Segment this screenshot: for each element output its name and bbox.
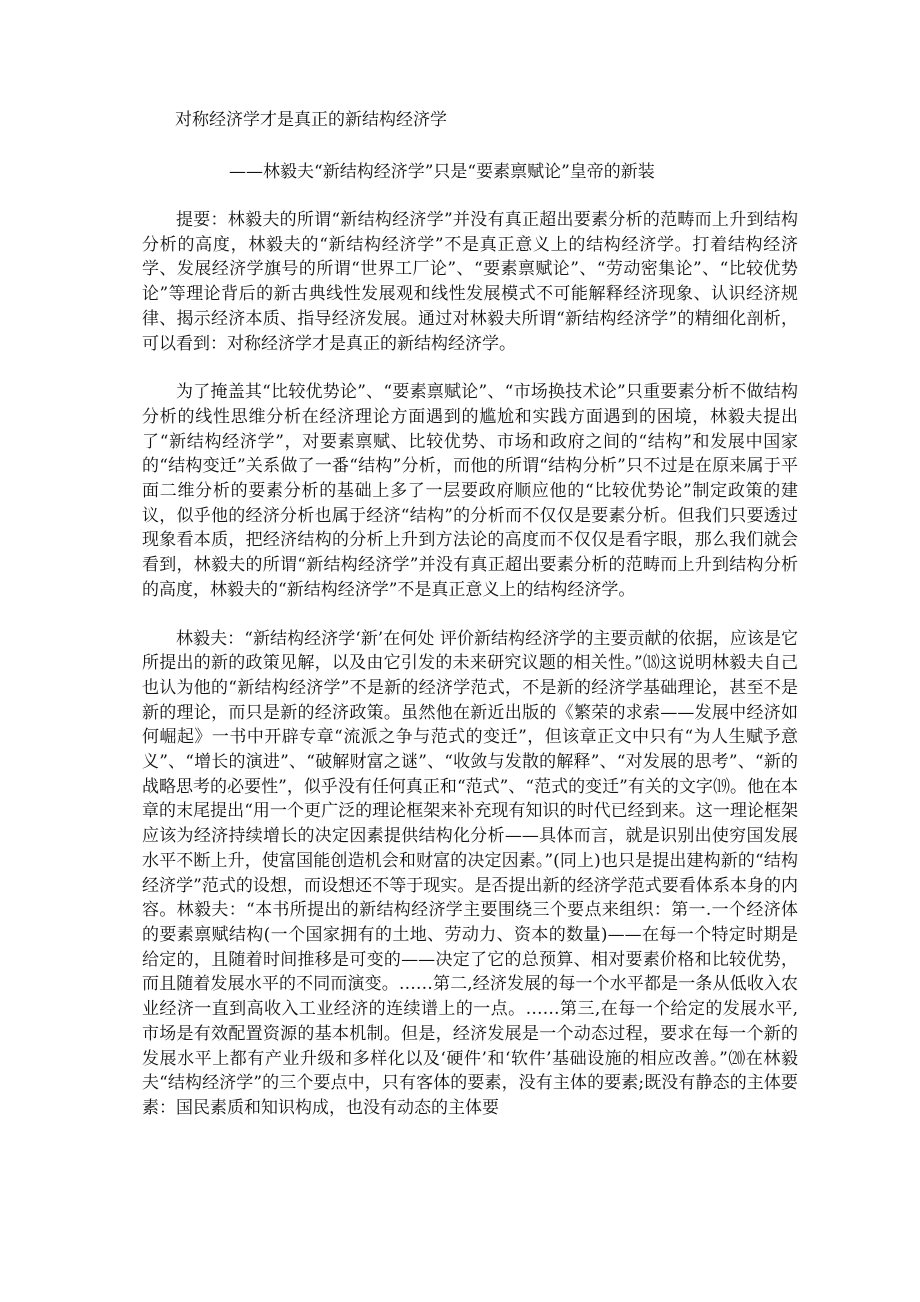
document-subtitle: ——林毅夫“新结构经济学”只是“要素禀赋论”皇帝的新装 bbox=[229, 162, 655, 182]
body-paragraph: 林毅夫：“新结构经济学‘新’在何处 评价新结构经济学的主要贡献的依据，应该是它所提出的新的政策见解，以及由它引发的未来研究议题的相关性。”⒅这说明林毅夫自己也认为他的“新结构经济学”不是新的经济学范式，不是新的经济学基础理论，甚至不是新的理论，而只是新的经济政策。虽然他在新近出版的《繁荣的求索——发展中经济如何崛起》一书中开辟专章“流派之争与范式的变迁”，但该章正文中只有“为人生赋予意义”、“增长的演进”、“破解财富之谜”、“收敛与发散的解释”、“对发展的思考”、“新的战略思考的必要性”，似乎没有任何真正和“范式”、“范式的变迁”有关的文字⒆。他在本章的末尾提出“用一个更广泛的理论框架来补充现有知识的时代已经到来。这一理论框架应该为经济持续增长的决定因素提供结构化分析——具体而言，就是识别出使穷国发展水平不断上升，使富国能创造机会和财富的决定因素。”(同上)也只是提出建构新的“结构经济学”范式的设想，而设想还不等于现实。是否提出新的经济学范式要看体系本身的内容。林毅夫：“本书所提出的新结构经济学主要围绕三个要点来组织：第一.一个经济体的要素禀赋结构(一个国家拥有的土地、劳动力、资本的数量)——在每一个特定时期是给定的，且随着时间推移是可变的——决定了它的总预算、相对要素价格和比较优势，而且随着发展水平的不同而演变。……第二,经济发展的每一个水平都是一条从低收入农业经济一直到高收入工业经济的连续谱上的一点。……第三,在每一个给定的发展水平,市场是有效配置资源的基本机制。但是，经济发展是一个动态过程，要求在每一个新的发展水平上都有产业升级和多样化以及‘硬件’和‘软件’基础设施的相应改善。”⒇在林毅夫“结构经济学”的三个要点中，只有客体的要素，没有主体的要素;既没有静态的主体要素：国民素质和知识构成，也没有动态的主体要 bbox=[142, 628, 798, 1118]
document-page bbox=[142, 108, 798, 1121]
body-paragraph: 为了掩盖其“比较优势论”、“要素禀赋论”、“市场换技术论”只重要素分析不做结构分析的线性思维分析在经济理论方面遇到的尴尬和实践方面遇到的困境，林毅夫提出了“新结构经济学”，对要素禀赋、比较优势、市场和政府之间的“结构”和发展中国家的“结构变迁”关系做了一番“结构”分析，而他的所谓“结构分析”只不过是在原来属于平面二维分析的要素分析的基础上多了一层要政府顺应他的“比较优势论”制定政策的建议，似乎他的经济分析也属于经济“结构”的分析而不仅仅是要素分析。但我们只要透过现象看本质，把经济结构的分析上升到方法论的高度而不仅仅是看字眼，那么我们就会看到，林毅夫的所谓“新结构经济学”并没有真正超出要素分析的范畴而上升到结构分析的高度，林毅夫的“新结构经济学”不是真正意义上的结构经济学。 bbox=[142, 382, 798, 600]
document-title: 对称经济学才是真正的新结构经济学 bbox=[175, 110, 447, 130]
abstract-paragraph: 提要：林毅夫的所谓“新结构经济学”并没有真正超出要素分析的范畴而上升到结构分析的高度，林毅夫的“新结构经济学”不是真正意义上的结构经济学。打着结构经济学、发展经济学旗号的所谓“世界工厂论”、“要素禀赋论”、“劳动密集论”、“比较优势论”等理论背后的新古典线性发展观和线性发展模式不可能解释经济现象、认识经济规律、揭示经济本质、指导经济发展。通过对林毅夫所谓“新结构经济学”的精细化剖析，可以看到：对称经济学才是真正的新结构经济学。 bbox=[142, 210, 798, 354]
